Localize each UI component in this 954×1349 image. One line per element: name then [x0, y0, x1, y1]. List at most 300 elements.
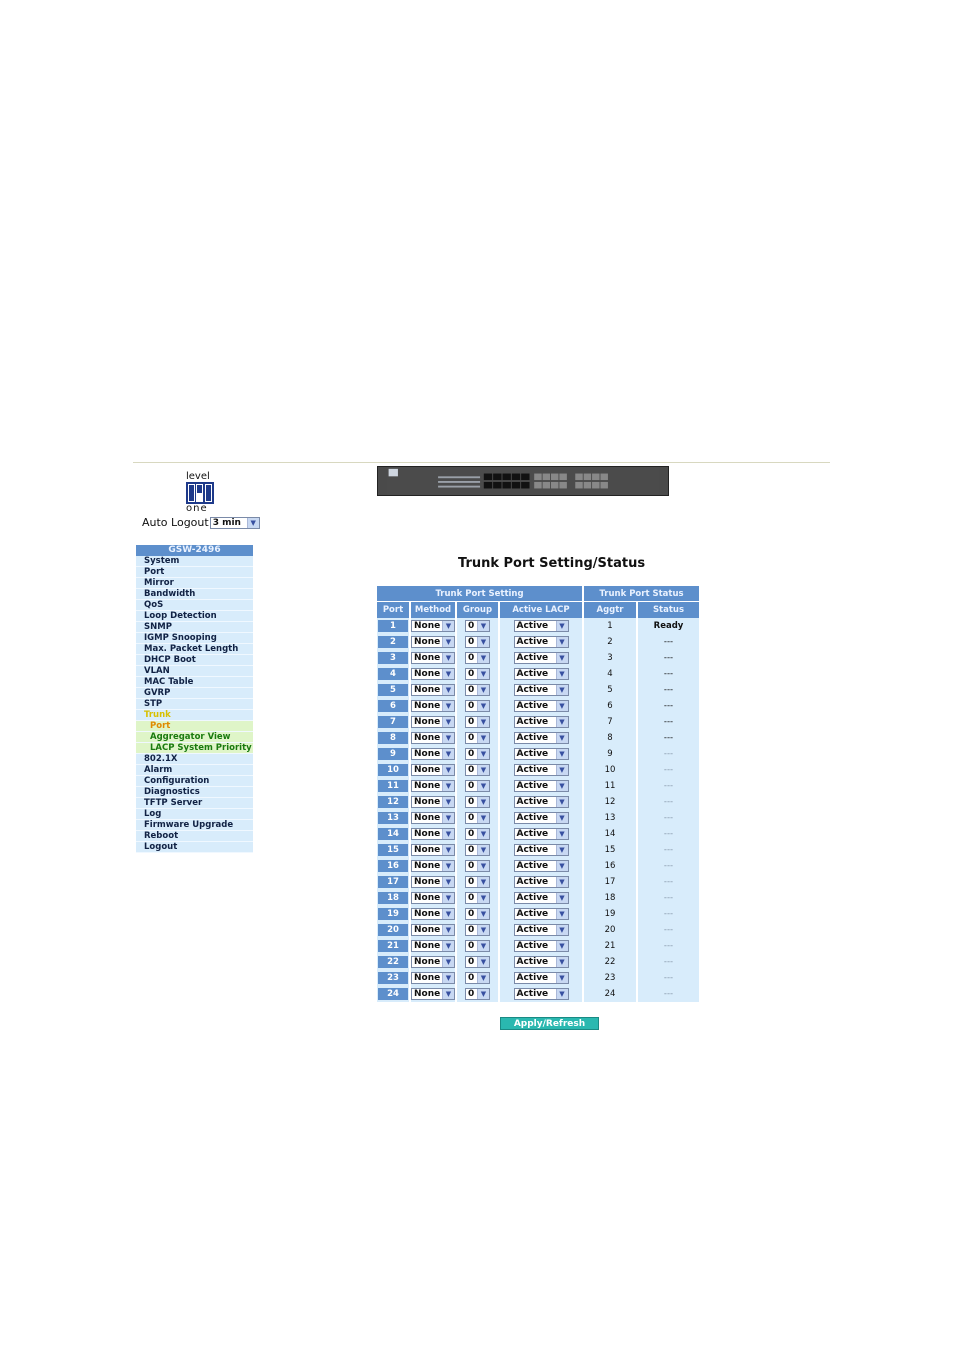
port-number-badge: 18: [378, 892, 408, 904]
group-cell: [457, 682, 498, 698]
method-cell: [411, 922, 455, 938]
lacp-cell: [500, 650, 582, 666]
sidebar-subitem-lacp-system-priority[interactable]: LACP System Priority: [136, 743, 253, 754]
lacp-cell: [500, 842, 582, 858]
chevron-down-icon: ▼: [442, 973, 454, 983]
method-select[interactable]: None ▼: [411, 988, 455, 1000]
aggtr-cell: 22: [584, 954, 636, 970]
chevron-down-icon: ▼: [442, 621, 454, 631]
sidebar-item-log[interactable]: Log: [136, 809, 253, 820]
chevron-down-icon: ▼: [477, 829, 489, 839]
method-select[interactable]: None ▼: [411, 812, 455, 824]
lacp-cell: [500, 906, 582, 922]
sidebar-item-tftp-server[interactable]: TFTP Server: [136, 798, 253, 809]
lacp-cell: [500, 954, 582, 970]
chevron-down-icon: ▼: [556, 637, 568, 647]
lacp-cell: [500, 922, 582, 938]
group-select[interactable]: 0 ▼: [465, 908, 490, 920]
table-row: [377, 794, 699, 810]
page-title: Trunk Port Setting/Status: [458, 556, 646, 571]
port-cell: [377, 970, 409, 986]
sidebar-item-diagnostics[interactable]: Diagnostics: [136, 787, 253, 798]
group-select[interactable]: 0 ▼: [465, 652, 490, 664]
method-cell: [411, 954, 455, 970]
auto-logout: [142, 516, 260, 529]
chevron-down-icon: ▼: [442, 813, 454, 823]
col-header-aggtr: Aggtr: [584, 602, 636, 618]
chevron-down-icon: ▼: [477, 909, 489, 919]
sidebar-item-configuration[interactable]: Configuration: [136, 776, 253, 787]
method-select[interactable]: None ▼: [411, 876, 455, 888]
chevron-down-icon: ▼: [556, 717, 568, 727]
group-select[interactable]: 0 ▼: [465, 988, 490, 1000]
method-cell: [411, 874, 455, 890]
group-cell: [457, 986, 498, 1002]
table-row: [377, 986, 699, 1002]
active-lacp-select[interactable]: Active ▼: [514, 652, 569, 664]
table-row: [377, 682, 699, 698]
switch-front-panel-image: [377, 466, 669, 496]
sidebar-subitem-aggregator-view[interactable]: Aggregator View: [136, 732, 253, 743]
chevron-down-icon: ▼: [477, 669, 489, 679]
method-select[interactable]: None ▼: [411, 780, 455, 792]
group-select[interactable]: 0 ▼: [465, 812, 490, 824]
port-cell: [377, 682, 409, 698]
active-lacp-select[interactable]: Active ▼: [514, 908, 569, 920]
aggtr-cell: 9: [584, 746, 636, 762]
sidebar-item-snmp[interactable]: SNMP: [136, 622, 253, 633]
method-cell: [411, 698, 455, 714]
auto-logout-label: Auto Logout: [142, 516, 209, 529]
method-select[interactable]: None ▼: [411, 956, 455, 968]
sidebar-item-8021x[interactable]: 802.1X: [136, 754, 253, 765]
chevron-down-icon: ▼: [477, 685, 489, 695]
chevron-down-icon: ▼: [442, 797, 454, 807]
group-select[interactable]: 0 ▼: [465, 924, 490, 936]
group-cell: [457, 826, 498, 842]
sidebar-item-mirror[interactable]: Mirror: [136, 578, 253, 589]
chevron-down-icon: ▼: [556, 621, 568, 631]
chevron-down-icon: ▼: [477, 877, 489, 887]
status-cell: ---: [638, 746, 699, 762]
port-cell: [377, 666, 409, 682]
col-header-port: Port: [377, 602, 409, 618]
active-lacp-select[interactable]: Active ▼: [514, 700, 569, 712]
method-select[interactable]: None ▼: [411, 700, 455, 712]
chevron-down-icon: ▼: [477, 781, 489, 791]
chevron-down-icon: ▼: [477, 797, 489, 807]
method-cell: [411, 746, 455, 762]
group-cell: [457, 874, 498, 890]
status-cell: ---: [638, 810, 699, 826]
chevron-down-icon: ▼: [442, 989, 454, 999]
chevron-down-icon: ▼: [556, 925, 568, 935]
chevron-down-icon: ▼: [442, 733, 454, 743]
lacp-cell: [500, 874, 582, 890]
active-lacp-select[interactable]: Active ▼: [514, 716, 569, 728]
status-cell: ---: [638, 826, 699, 842]
port-number-badge: 16: [378, 860, 408, 872]
lacp-cell: [500, 810, 582, 826]
group-select[interactable]: 0 ▼: [465, 860, 490, 872]
top-divider: [133, 462, 830, 463]
aggtr-cell: 18: [584, 890, 636, 906]
lacp-cell: [500, 682, 582, 698]
group-select[interactable]: 0 ▼: [465, 796, 490, 808]
active-lacp-select[interactable]: Active ▼: [514, 972, 569, 984]
group-select[interactable]: 0 ▼: [465, 620, 490, 632]
port-cell: [377, 634, 409, 650]
port-number-badge: 10: [378, 764, 408, 776]
chevron-down-icon: ▼: [442, 685, 454, 695]
status-cell: ---: [638, 714, 699, 730]
chevron-down-icon: ▼: [556, 973, 568, 983]
chevron-down-icon: ▼: [477, 861, 489, 871]
port-cell: [377, 906, 409, 922]
chevron-down-icon: ▼: [556, 957, 568, 967]
method-select[interactable]: None ▼: [411, 620, 455, 632]
active-lacp-select[interactable]: Active ▼: [514, 684, 569, 696]
lacp-cell: [500, 746, 582, 762]
table-row: [377, 810, 699, 826]
active-lacp-select[interactable]: Active ▼: [514, 636, 569, 648]
table-row: [377, 874, 699, 890]
sidebar-subitem-port[interactable]: Port: [136, 721, 253, 732]
port-cell: [377, 762, 409, 778]
chevron-down-icon: ▼: [477, 845, 489, 855]
method-select[interactable]: None ▼: [411, 732, 455, 744]
group-cell: [457, 858, 498, 874]
chevron-down-icon: ▼: [442, 957, 454, 967]
status-cell: ---: [638, 970, 699, 986]
table-row: [377, 938, 699, 954]
group-select[interactable]: 0 ▼: [465, 876, 490, 888]
port-number-badge: 12: [378, 796, 408, 808]
port-cell: [377, 698, 409, 714]
active-lacp-select[interactable]: Active ▼: [514, 860, 569, 872]
table-row: [377, 954, 699, 970]
method-cell: [411, 938, 455, 954]
method-select[interactable]: None ▼: [411, 668, 455, 680]
group-cell: [457, 810, 498, 826]
status-cell: ---: [638, 954, 699, 970]
auto-logout-select[interactable]: 3 min ▼: [210, 517, 260, 529]
method-cell: [411, 778, 455, 794]
group-cell: [457, 650, 498, 666]
status-cell: ---: [638, 682, 699, 698]
method-select[interactable]: None ▼: [411, 748, 455, 760]
table-row: [377, 666, 699, 682]
port-cell: [377, 618, 409, 634]
sidebar-item-vlan[interactable]: VLAN: [136, 666, 253, 677]
chevron-down-icon: ▼: [477, 989, 489, 999]
lacp-cell: [500, 970, 582, 986]
chevron-down-icon: ▼: [477, 973, 489, 983]
active-lacp-select[interactable]: Active ▼: [514, 892, 569, 904]
group-select[interactable]: 0 ▼: [465, 684, 490, 696]
table-row: [377, 842, 699, 858]
active-lacp-select[interactable]: Active ▼: [514, 668, 569, 680]
method-select[interactable]: None ▼: [411, 636, 455, 648]
group-cell: [457, 954, 498, 970]
lacp-cell: [500, 634, 582, 650]
chevron-down-icon: ▼: [556, 893, 568, 903]
aggtr-cell: 16: [584, 858, 636, 874]
chevron-down-icon: ▼: [477, 749, 489, 759]
group-select[interactable]: 0 ▼: [465, 700, 490, 712]
status-cell: ---: [638, 842, 699, 858]
status-cell: ---: [638, 666, 699, 682]
method-select[interactable]: None ▼: [411, 860, 455, 872]
apply-refresh-button[interactable]: Apply/Refresh: [500, 1017, 599, 1030]
lacp-cell: [500, 698, 582, 714]
sidebar-item-system[interactable]: System: [136, 556, 253, 567]
port-cell: [377, 778, 409, 794]
group-cell: [457, 714, 498, 730]
group-select[interactable]: 0 ▼: [465, 972, 490, 984]
chevron-down-icon: ▼: [442, 701, 454, 711]
method-select[interactable]: None ▼: [411, 972, 455, 984]
group-select[interactable]: 0 ▼: [465, 748, 490, 760]
port-cell: [377, 874, 409, 890]
active-lacp-select[interactable]: Active ▼: [514, 940, 569, 952]
method-select[interactable]: None ▼: [411, 764, 455, 776]
active-lacp-select[interactable]: Active ▼: [514, 876, 569, 888]
port-number-badge: 3: [378, 652, 408, 664]
group-select[interactable]: 0 ▼: [465, 636, 490, 648]
sidebar-item-reboot[interactable]: Reboot: [136, 831, 253, 842]
sidebar-item-loop-detection[interactable]: Loop Detection: [136, 611, 253, 622]
table-row: [377, 890, 699, 906]
method-cell: [411, 634, 455, 650]
status-cell: Ready: [638, 618, 699, 634]
active-lacp-select[interactable]: Active ▼: [514, 988, 569, 1000]
method-select[interactable]: None ▼: [411, 844, 455, 856]
chevron-down-icon: ▼: [442, 765, 454, 775]
status-cell: ---: [638, 858, 699, 874]
chevron-down-icon: ▼: [442, 749, 454, 759]
chevron-down-icon: ▼: [556, 877, 568, 887]
method-select[interactable]: None ▼: [411, 924, 455, 936]
sidebar-item-gvrp[interactable]: GVRP: [136, 688, 253, 699]
method-select[interactable]: None ▼: [411, 940, 455, 952]
active-lacp-select[interactable]: Active ▼: [514, 828, 569, 840]
aggtr-cell: 6: [584, 698, 636, 714]
chevron-down-icon: ▼: [442, 909, 454, 919]
sidebar-item-bandwidth[interactable]: Bandwidth: [136, 589, 253, 600]
sidebar-item-stp[interactable]: STP: [136, 699, 253, 710]
group-select[interactable]: 0 ▼: [465, 732, 490, 744]
port-cell: [377, 890, 409, 906]
table-row: [377, 746, 699, 762]
group-select[interactable]: 0 ▼: [465, 764, 490, 776]
chevron-down-icon: ▼: [477, 941, 489, 951]
active-lacp-select[interactable]: Active ▼: [514, 748, 569, 760]
port-cell: [377, 938, 409, 954]
group-cell: [457, 698, 498, 714]
group-select[interactable]: 0 ▼: [465, 956, 490, 968]
chevron-down-icon: ▼: [556, 941, 568, 951]
active-lacp-select[interactable]: Active ▼: [514, 924, 569, 936]
chevron-down-icon: ▼: [477, 637, 489, 647]
method-cell: [411, 618, 455, 634]
chevron-down-icon: ▼: [556, 829, 568, 839]
aggtr-cell: 11: [584, 778, 636, 794]
group-select[interactable]: 0 ▼: [465, 716, 490, 728]
sidebar-menu: [136, 545, 253, 853]
port-cell: [377, 746, 409, 762]
method-cell: [411, 794, 455, 810]
sidebar-item-max-packet-length[interactable]: Max. Packet Length: [136, 644, 253, 655]
table-row: [377, 778, 699, 794]
sidebar-item-alarm[interactable]: Alarm: [136, 765, 253, 776]
group-cell: [457, 842, 498, 858]
status-cell: ---: [638, 938, 699, 954]
chevron-down-icon: ▼: [556, 685, 568, 695]
chevron-down-icon: ▼: [442, 781, 454, 791]
table-row: [377, 826, 699, 842]
sidebar-item-trunk[interactable]: Trunk: [136, 710, 253, 721]
method-select[interactable]: None ▼: [411, 796, 455, 808]
status-cell: ---: [638, 778, 699, 794]
chevron-down-icon: ▼: [442, 893, 454, 903]
table-row: [377, 650, 699, 666]
status-cell: ---: [638, 634, 699, 650]
chevron-down-icon: ▼: [477, 701, 489, 711]
aggtr-cell: 24: [584, 986, 636, 1002]
chevron-down-icon: ▼: [442, 669, 454, 679]
aggtr-cell: 8: [584, 730, 636, 746]
method-select[interactable]: None ▼: [411, 684, 455, 696]
status-cell: ---: [638, 906, 699, 922]
logo-icon: [186, 482, 214, 504]
group-cell: [457, 778, 498, 794]
active-lacp-select[interactable]: Active ▼: [514, 812, 569, 824]
method-cell: [411, 970, 455, 986]
group-cell: [457, 618, 498, 634]
chevron-down-icon: ▼: [556, 797, 568, 807]
chevron-down-icon: ▼: [477, 653, 489, 663]
active-lacp-select[interactable]: Active ▼: [514, 732, 569, 744]
logo-text-top: level: [186, 471, 210, 482]
method-select[interactable]: None ▼: [411, 828, 455, 840]
chevron-down-icon: ▼: [477, 925, 489, 935]
method-select[interactable]: None ▼: [411, 908, 455, 920]
aggtr-cell: 12: [584, 794, 636, 810]
group-select[interactable]: 0 ▼: [465, 668, 490, 680]
trunk-port-table: [375, 586, 701, 1002]
chevron-down-icon: ▼: [477, 717, 489, 727]
sidebar-item-dhcp-boot[interactable]: DHCP Boot: [136, 655, 253, 666]
method-cell: [411, 986, 455, 1002]
sidebar-item-mac-table[interactable]: MAC Table: [136, 677, 253, 688]
port-number-badge: 19: [378, 908, 408, 920]
active-lacp-select[interactable]: Active ▼: [514, 764, 569, 776]
group-cell: [457, 762, 498, 778]
active-lacp-select[interactable]: Active ▼: [514, 956, 569, 968]
port-number-badge: 17: [378, 876, 408, 888]
lacp-cell: [500, 858, 582, 874]
port-number-badge: 11: [378, 780, 408, 792]
port-number-badge: 6: [378, 700, 408, 712]
aggtr-cell: 14: [584, 826, 636, 842]
group-select[interactable]: 0 ▼: [465, 892, 490, 904]
lacp-cell: [500, 778, 582, 794]
sidebar-item-port[interactable]: Port: [136, 567, 253, 578]
port-cell: [377, 922, 409, 938]
port-cell: [377, 794, 409, 810]
status-cell: ---: [638, 650, 699, 666]
chevron-down-icon: ▼: [556, 733, 568, 743]
chevron-down-icon: ▼: [442, 925, 454, 935]
active-lacp-select[interactable]: Active ▼: [514, 620, 569, 632]
chevron-down-icon: ▼: [477, 733, 489, 743]
col-header-active-lacp: Active LACP: [500, 602, 582, 618]
port-number-badge: 14: [378, 828, 408, 840]
group-select[interactable]: 0 ▼: [465, 940, 490, 952]
chevron-down-icon: ▼: [442, 877, 454, 887]
port-number-badge: 21: [378, 940, 408, 952]
group-select[interactable]: 0 ▼: [465, 844, 490, 856]
sidebar-item-qos[interactable]: QoS: [136, 600, 253, 611]
port-number-badge: 24: [378, 988, 408, 1000]
chevron-down-icon: ▼: [442, 637, 454, 647]
aggtr-cell: 4: [584, 666, 636, 682]
method-cell: [411, 650, 455, 666]
table-row: [377, 922, 699, 938]
active-lacp-select[interactable]: Active ▼: [514, 780, 569, 792]
method-cell: [411, 826, 455, 842]
sidebar-item-firmware-upgrade[interactable]: Firmware Upgrade: [136, 820, 253, 831]
port-number-badge: 2: [378, 636, 408, 648]
group-cell: [457, 634, 498, 650]
group-select[interactable]: 0 ▼: [465, 780, 490, 792]
logo-text-bottom: one: [186, 503, 208, 514]
method-cell: [411, 666, 455, 682]
col-header-group: Group: [457, 602, 498, 618]
aggtr-cell: 21: [584, 938, 636, 954]
trunk-setting-group-header: Trunk Port Setting: [377, 586, 582, 602]
lacp-cell: [500, 826, 582, 842]
sidebar-item-logout[interactable]: Logout: [136, 842, 253, 853]
chevron-down-icon: ▼: [442, 717, 454, 727]
active-lacp-select[interactable]: Active ▼: [514, 796, 569, 808]
active-lacp-select[interactable]: Active ▼: [514, 844, 569, 856]
lacp-cell: [500, 618, 582, 634]
method-cell: [411, 890, 455, 906]
chevron-down-icon: ▼: [556, 909, 568, 919]
method-select[interactable]: None ▼: [411, 892, 455, 904]
chevron-down-icon: ▼: [477, 813, 489, 823]
port-cell: [377, 954, 409, 970]
method-select[interactable]: None ▼: [411, 716, 455, 728]
table-row: [377, 698, 699, 714]
table-row: [377, 762, 699, 778]
status-cell: ---: [638, 794, 699, 810]
group-cell: [457, 938, 498, 954]
status-cell: ---: [638, 922, 699, 938]
table-row: [377, 970, 699, 986]
group-select[interactable]: 0 ▼: [465, 828, 490, 840]
chevron-down-icon: ▼: [442, 861, 454, 871]
lacp-cell: [500, 730, 582, 746]
sidebar-item-igmp-snooping[interactable]: IGMP Snooping: [136, 633, 253, 644]
group-cell: [457, 730, 498, 746]
chevron-down-icon: ▼: [442, 941, 454, 951]
method-cell: [411, 906, 455, 922]
aggtr-cell: 20: [584, 922, 636, 938]
method-select[interactable]: None ▼: [411, 652, 455, 664]
